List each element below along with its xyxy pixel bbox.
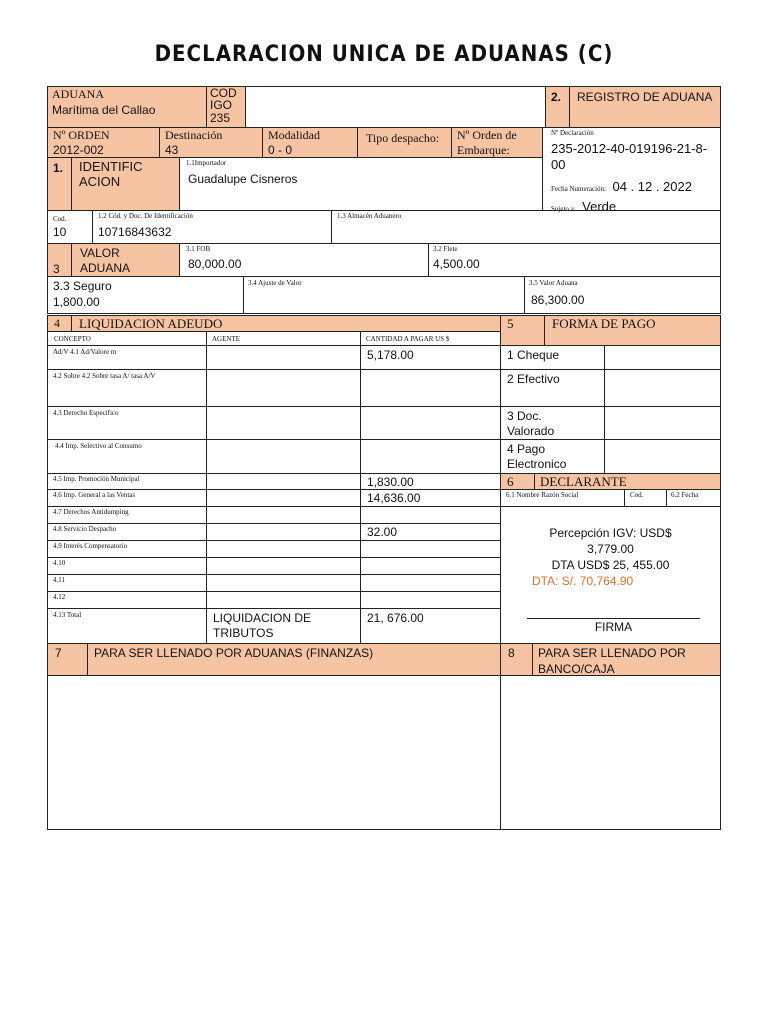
col-cantidad-label: CANTIDAD A PAGAR US $: [366, 335, 450, 343]
fob-label: 3.1 FOB: [186, 245, 211, 253]
liq-cantidad-8: [360, 523, 501, 541]
identificacion-label-cell: [71, 157, 180, 211]
pago-option-3: [500, 406, 605, 440]
registro-num-text: 2.: [551, 90, 562, 104]
liq-agente-1: [206, 345, 361, 370]
aduana-label: ADUANA: [52, 87, 104, 101]
seguro-label: 3.3 Seguro: [53, 279, 112, 293]
valor-label-cell: [71, 243, 180, 277]
liq-row-6: [47, 489, 207, 507]
col-concepto: [47, 331, 207, 346]
tipo-despacho-label: Tipo despacho:: [366, 131, 440, 145]
col-agente: [206, 331, 361, 346]
pago-box-3: [604, 406, 721, 440]
liq-row-1: [47, 345, 207, 370]
declarante-header: [534, 473, 721, 490]
pago-option-label: 3 Doc. Valorado: [507, 409, 555, 438]
liq-cantidad-value: 14,636.00: [367, 491, 421, 505]
valor-aduana-value: 86,300.00: [531, 293, 585, 307]
liq-concepto: 4.10: [53, 559, 66, 567]
seccion8-header: [532, 643, 721, 676]
col-cantidad: [360, 331, 501, 346]
liq-cantidad-12: [360, 591, 501, 609]
liq-concepto: 4.9 Interés Compensatorio: [53, 542, 128, 550]
liq-concepto: 4.2 Sobre 4.2 Sobre tasa A/ tasa A/V: [53, 372, 156, 380]
orden-cell: [47, 127, 160, 158]
seccion8-body: [500, 675, 721, 830]
col-concepto-label: CONCEPTO: [54, 335, 91, 343]
orden-embarque-cell: [451, 127, 543, 158]
orden-label: Nº ORDEN: [53, 128, 110, 142]
importador-label: 1.1Importador: [186, 159, 227, 167]
liq-row-5: [47, 473, 207, 490]
sujeto-value: Verde: [582, 199, 617, 214]
registro-label: REGISTRO DE ADUANA: [577, 90, 713, 104]
declaracion-value: 235-2012-40-019196-21-8-00: [551, 141, 708, 172]
cod-cell: [47, 210, 93, 244]
liquidacion-label: LIQUIDACION ADEUDO: [79, 316, 223, 331]
liq-agente-3: [206, 406, 361, 440]
liq-cantidad-11: [360, 574, 501, 592]
page-title: DECLARACION UNICA DE ADUANAS (C): [154, 42, 614, 67]
ajuste-label: 3.4 Ajuste de Valor: [248, 279, 302, 287]
liq-concepto: 4.6 Imp. General a las Ventas: [53, 491, 136, 499]
seccion8-label: PARA SER LLENADO POR BANCO/CAJA: [538, 646, 686, 676]
liq-row-11: [47, 574, 207, 592]
destinacion-cell: [159, 127, 263, 158]
declarante-num-text: 6: [507, 474, 514, 489]
seccion7-body: [47, 675, 501, 830]
declarante-body: [500, 506, 721, 644]
liq-agente-2: [206, 369, 361, 407]
declarante-cod-label: Cod.: [630, 491, 644, 499]
doc-id-label: 1.2 Cód. y Doc. De Identificación: [98, 212, 193, 220]
destinacion-value: 43: [165, 143, 179, 157]
almacen-label: 1.3 Almacén Aduanero: [337, 212, 402, 220]
flete-label: 3.2 Flete: [433, 245, 458, 253]
liq-cantidad-value: 5,178.00: [367, 348, 414, 362]
declarante-num: [500, 473, 535, 490]
liq-total-row: [47, 608, 207, 644]
liquidacion-num: [47, 315, 72, 332]
aduana-value: Marítima del Callao: [52, 103, 156, 117]
pago-option-label: 4 Pago Electronico: [507, 442, 567, 471]
liq-concepto: 4.4 Imp. Selectivo al Consumo: [55, 442, 142, 450]
pago-option-4: [500, 439, 605, 474]
registro-num: [545, 86, 570, 128]
valor-num-text: 3: [53, 262, 60, 276]
seccion7-label: PARA SER LLENADO POR ADUANAS (FINANZAS): [94, 646, 374, 660]
declaracion-label: Nº Declaración: [551, 129, 594, 137]
fob-value: 80,000.00: [188, 257, 242, 271]
fob-cell: [179, 243, 429, 277]
forma-pago-label: FORMA DE PAGO: [552, 316, 656, 331]
pago-box-4: [604, 439, 721, 474]
seccion8-num-text: 8: [508, 646, 515, 660]
liq-agente-10: [206, 557, 361, 575]
modalidad-value: 0 - 0: [268, 143, 293, 157]
liq-row-10: [47, 557, 207, 575]
liq-concepto: 4.8 Servicio Despacho: [53, 525, 117, 533]
liq-concepto: 4.7 Derechos Antidumping: [53, 508, 129, 516]
liq-cantidad-7: [360, 506, 501, 524]
seccion7-num-text: 7: [55, 646, 62, 660]
seccion7-num: [47, 643, 88, 676]
forma-pago-num-text: 5: [507, 316, 514, 331]
liq-row-4: [47, 439, 207, 474]
liq-row-2: [47, 369, 207, 407]
fecha-label: Fecha Numeración:: [551, 185, 607, 193]
doc-id-cell: [92, 210, 332, 244]
liq-agente-11: [206, 574, 361, 592]
importador-value: Guadalupe Cisneros: [188, 172, 298, 186]
codigo-cell: [206, 86, 246, 128]
codigo-value: 235: [210, 111, 231, 125]
pago-option-1: [500, 345, 605, 370]
percepcion-label: Percepción IGV: USD$: [549, 526, 672, 540]
liq-agente-8: [206, 523, 361, 541]
liq-total-label: 4.13 Total: [53, 611, 82, 619]
liq-cantidad-1: [360, 345, 501, 370]
seccion7-header: [87, 643, 501, 676]
firma-label: FIRMA: [594, 620, 633, 634]
importador-cell: [179, 157, 543, 211]
liq-concepto: 4.5 Imp. Promoción Municipal: [53, 475, 140, 483]
liq-row-8: [47, 523, 207, 541]
liq-concepto: 4.12: [53, 593, 66, 601]
pago-option-label: 1 Cheque: [507, 348, 560, 362]
declarante-label: DECLARANTE: [540, 474, 627, 489]
aduana-cell: [47, 86, 207, 128]
declarante-fecha-label: 6.2 Fecha: [671, 491, 699, 499]
declarante-nombre-cell: [500, 489, 625, 507]
liq-cantidad-10: [360, 557, 501, 575]
liquidacion-num-text: 4: [54, 316, 60, 330]
cod-value: 10: [53, 225, 67, 239]
liq-cantidad-3: [360, 406, 501, 440]
liq-agente-6: [206, 489, 361, 507]
liq-cantidad-value: 1,830.00: [367, 475, 414, 489]
codigo-label: COD IGO: [210, 86, 237, 112]
orden-embarque-label: Nº Orden de Embarque:: [457, 128, 517, 157]
liq-concepto: Ad/V 4.1 Ad/Valore m: [53, 348, 117, 356]
liq-cantidad-2: [360, 369, 501, 407]
declaracion-cell: [542, 127, 721, 214]
liq-cantidad-9: [360, 540, 501, 558]
modalidad-label: Modalidad: [268, 128, 320, 142]
liq-total-agente: [206, 608, 361, 644]
percepcion-value: 3,779.00: [587, 542, 634, 556]
pago-option-2: [500, 369, 605, 407]
identificacion-num-text: 1.: [53, 161, 64, 175]
valor-num: [47, 243, 72, 277]
liq-agente-7: [206, 506, 361, 524]
liq-row-12: [47, 591, 207, 609]
fecha-value: 04 . 12 . 2022: [612, 179, 692, 194]
col-agente-label: AGENTE: [212, 335, 240, 343]
liq-row-7: [47, 506, 207, 524]
declarante-fecha-cell: [666, 489, 721, 507]
modalidad-cell: [262, 127, 358, 158]
forma-pago-num: [500, 315, 545, 346]
liq-row-9: [47, 540, 207, 558]
liq-agente-12: [206, 591, 361, 609]
liq-total-agente-label: LIQUIDACION DE TRIBUTOS: [213, 611, 312, 640]
liq-agente-4: [206, 439, 361, 474]
liq-agente-9: [206, 540, 361, 558]
dta-soles: DTA: S/. 70,764.90: [532, 574, 634, 588]
identificacion-num: [47, 157, 72, 211]
liq-total-value: 21, 676.00: [367, 611, 424, 625]
cod-label: Cod.: [53, 215, 67, 223]
declarante-nombre-label: 6.1 Nombre Razón Social: [506, 491, 579, 499]
pago-box-1: [604, 345, 721, 370]
firma-line: [527, 618, 700, 619]
doc-id-value: 10716843632: [98, 225, 172, 239]
liq-total-cantidad: [360, 608, 501, 644]
liquidacion-header: [71, 315, 501, 332]
pago-option-label: 2 Efectivo: [507, 372, 560, 386]
liq-concepto: 4.11: [53, 576, 65, 584]
liq-cantidad-5: [360, 473, 501, 490]
flete-cell: [428, 243, 721, 277]
liq-concepto: 4.3 Derecho Específico: [53, 409, 119, 417]
tipo-despacho-cell: [357, 127, 452, 158]
pago-box-2: [604, 369, 721, 407]
valor-aduana-label: 3.5 Valor Aduana: [529, 279, 578, 287]
forma-pago-header: [544, 315, 721, 346]
declarante-cod-cell: [624, 489, 667, 507]
seguro-value: 1,800.00: [53, 295, 100, 309]
valor-aduana-cell: [524, 276, 721, 314]
sujeto-label: Sujeto a:: [551, 205, 576, 213]
blank-cell: [245, 86, 546, 128]
valor-label: VALOR ADUANA: [80, 246, 131, 275]
liq-cantidad-4: [360, 439, 501, 474]
dta-usd: DTA USD$ 25, 455.00: [551, 558, 670, 572]
registro-label-cell: [569, 86, 721, 128]
liq-agente-5: [206, 473, 361, 490]
liq-row-3: [47, 406, 207, 440]
ajuste-cell: [243, 276, 525, 314]
identificacion-label: IDENTIFICACION: [79, 159, 143, 189]
seccion8-num: [500, 643, 533, 676]
orden-value: 2012-002: [53, 143, 104, 157]
seguro-cell: [47, 276, 244, 314]
destinacion-label: Destinación: [165, 128, 223, 142]
flete-value: 4,500.00: [433, 257, 480, 271]
liq-cantidad-6: [360, 489, 501, 507]
liq-cantidad-value: 32.00: [367, 525, 398, 539]
almacen-cell: [331, 210, 721, 244]
